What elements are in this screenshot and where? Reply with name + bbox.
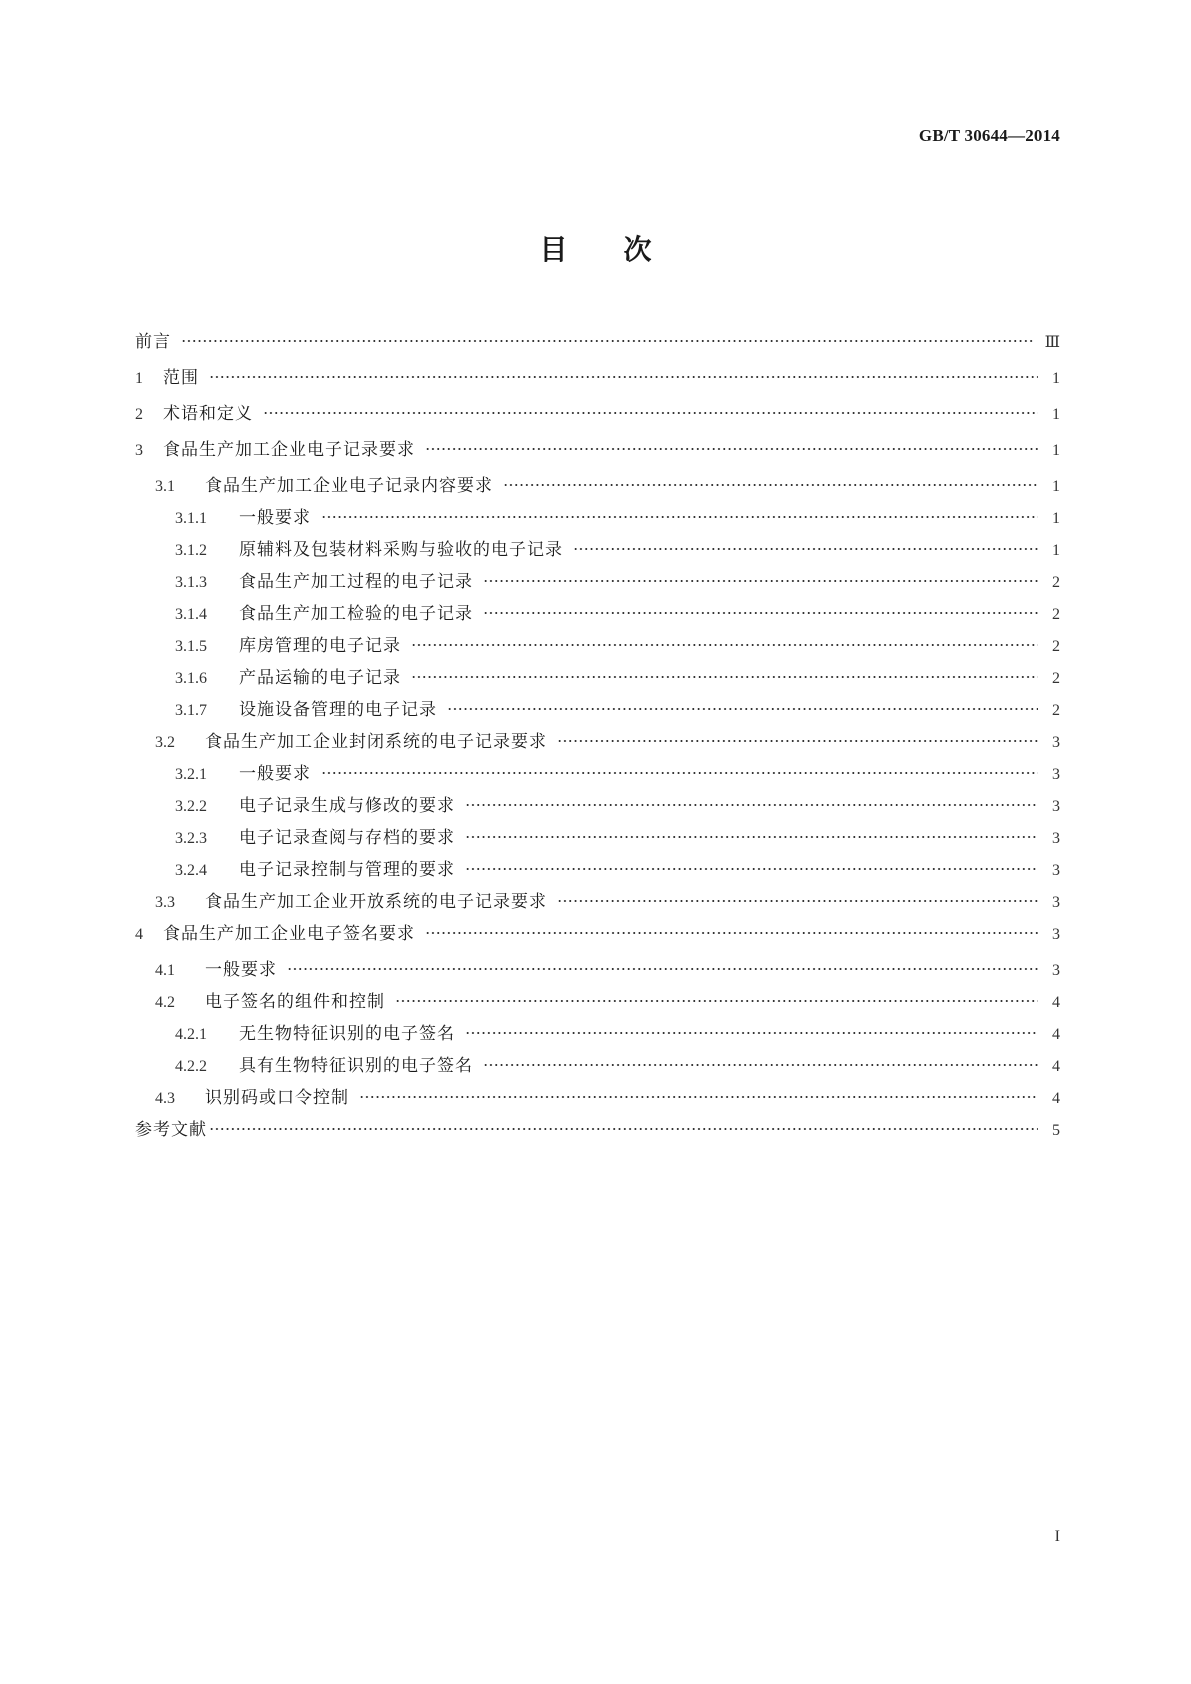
toc-entry[interactable] [135, 599, 1060, 631]
dot-leader [465, 835, 1038, 839]
dot-leader [465, 803, 1038, 807]
toc-entry-title: 食品生产加工企业开放系统的电子记录要求 [205, 892, 547, 912]
toc-entry-title: 前言 [135, 332, 171, 352]
toc-entry[interactable] [135, 1051, 1060, 1083]
toc-entry-page: 4 [1052, 1058, 1060, 1075]
dot-leader [483, 1063, 1038, 1067]
toc-entry[interactable] [135, 791, 1060, 823]
page-number: I [1054, 1528, 1060, 1545]
dot-leader [483, 579, 1038, 583]
toc-entry[interactable] [135, 1019, 1060, 1051]
toc-entry-title: 一般要求 [239, 764, 311, 784]
toc-entry-title: 电子记录生成与修改的要求 [239, 796, 455, 816]
toc-entry-number: 3 [135, 442, 143, 459]
toc-entry-title: 食品生产加工企业电子签名要求 [163, 924, 415, 944]
toc-entry-title: 库房管理的电子记录 [239, 636, 401, 656]
toc-entry-title: 电子记录查阅与存档的要求 [239, 828, 455, 848]
toc-entry-page: 1 [1052, 510, 1060, 527]
toc-entry-title: 产品运输的电子记录 [239, 668, 401, 688]
toc-entry-page: 3 [1052, 734, 1060, 751]
dot-leader [181, 339, 1035, 343]
toc-entry-number: 3.1.3 [175, 574, 207, 591]
toc-entry-page: 1 [1052, 478, 1060, 495]
toc-entry-page: 2 [1052, 670, 1060, 687]
dot-leader [465, 867, 1038, 871]
toc-entry-page: 2 [1052, 574, 1060, 591]
toc-entry-page: 3 [1052, 962, 1060, 979]
toc-entry-page: 2 [1052, 606, 1060, 623]
toc-entry-page: 3 [1052, 862, 1060, 879]
dot-leader [573, 547, 1038, 551]
toc-entry[interactable] [135, 327, 1060, 363]
dot-leader [411, 643, 1038, 647]
toc-entry[interactable] [135, 727, 1060, 759]
toc-entry-number: 3.2.3 [175, 830, 207, 847]
toc-entry-number: 2 [135, 406, 143, 423]
toc-entry-page: 2 [1052, 638, 1060, 655]
toc-entry-page: 4 [1052, 994, 1060, 1011]
dot-leader [465, 1031, 1038, 1035]
toc-entry-page: 5 [1052, 1122, 1060, 1139]
dot-leader [447, 707, 1038, 711]
toc-entry-number: 3.2.4 [175, 862, 207, 879]
toc-entry-number: 4 [135, 926, 143, 943]
toc-entry-number: 4.2.2 [175, 1058, 207, 1075]
toc-entry-title: 范围 [163, 368, 199, 388]
dot-leader [359, 1095, 1038, 1099]
page-title: 目次 [539, 233, 708, 266]
dot-leader [425, 931, 1038, 935]
toc-entry[interactable] [135, 759, 1060, 791]
toc-entry[interactable] [135, 535, 1060, 567]
toc-entry-title: 食品生产加工检验的电子记录 [239, 604, 473, 624]
toc-entry-page: 4 [1052, 1026, 1060, 1043]
toc-entry[interactable] [135, 887, 1060, 919]
toc-entry-title: 一般要求 [239, 508, 311, 528]
toc-entry[interactable] [135, 663, 1060, 695]
toc-entry-title: 食品生产加工企业电子记录内容要求 [205, 476, 493, 496]
toc-entry-number: 3.2 [155, 734, 175, 751]
toc-entry[interactable] [135, 567, 1060, 599]
dot-leader [321, 771, 1038, 775]
toc-entry-page: Ⅲ [1044, 334, 1060, 351]
toc-entry-title: 食品生产加工企业电子记录要求 [163, 440, 415, 460]
toc-entry-title: 设施设备管理的电子记录 [239, 700, 437, 720]
toc-entry-number: 3.1.2 [175, 542, 207, 559]
toc-entry[interactable] [135, 471, 1060, 503]
toc-entry[interactable] [135, 1115, 1060, 1151]
toc-entry-title: 食品生产加工过程的电子记录 [239, 572, 473, 592]
toc-entry-page: 3 [1052, 894, 1060, 911]
dot-leader [263, 411, 1038, 415]
toc-entry-page: 2 [1052, 702, 1060, 719]
dot-leader [209, 375, 1038, 379]
toc-entry-number: 4.3 [155, 1090, 175, 1107]
toc-entry-title: 电子签名的组件和控制 [205, 992, 385, 1012]
toc-entry[interactable] [135, 503, 1060, 535]
toc-entry-number: 3.2.2 [175, 798, 207, 815]
toc-entry-title: 食品生产加工企业封闭系统的电子记录要求 [205, 732, 547, 752]
dot-leader [503, 483, 1038, 487]
toc-entry-number: 3.1.6 [175, 670, 207, 687]
dot-leader [321, 515, 1038, 519]
toc-entry-page: 1 [1052, 406, 1060, 423]
toc-entry[interactable] [135, 631, 1060, 663]
toc-entry[interactable] [135, 919, 1060, 955]
toc-entry-number: 4.2.1 [175, 1026, 207, 1043]
toc-entry[interactable] [135, 399, 1060, 435]
standard-code: GB/T 30644—2014 [918, 126, 1060, 145]
dot-leader [395, 999, 1038, 1003]
dot-leader [557, 739, 1038, 743]
toc-entry[interactable] [135, 695, 1060, 727]
toc-entry-title: 术语和定义 [163, 404, 253, 424]
toc-entry-number: 3.1.4 [175, 606, 207, 623]
toc-entry-page: 4 [1052, 1090, 1060, 1107]
toc-entry[interactable] [135, 955, 1060, 987]
toc-entry[interactable] [135, 435, 1060, 471]
toc-entry-page: 3 [1052, 798, 1060, 815]
toc-entry[interactable] [135, 1083, 1060, 1115]
toc-entry-page: 3 [1052, 926, 1060, 943]
toc-entry-title: 无生物特征识别的电子签名 [239, 1024, 455, 1044]
toc-entry-page: 1 [1052, 542, 1060, 559]
toc-entry[interactable] [135, 823, 1060, 855]
toc-entry-number: 3.1.1 [175, 510, 207, 527]
toc-entry-number: 1 [135, 370, 143, 387]
toc-entry-number: 3.1 [155, 478, 175, 495]
toc-entry-title: 参考文献 [135, 1120, 207, 1140]
toc-entry-page: 1 [1052, 442, 1060, 459]
dot-leader [411, 675, 1038, 679]
toc-entry-number: 4.2 [155, 994, 175, 1011]
toc-entry[interactable] [135, 855, 1060, 887]
dot-leader [483, 611, 1038, 615]
toc-entry-title: 原辅料及包装材料采购与验收的电子记录 [239, 540, 563, 560]
toc-entry-number: 3.2.1 [175, 766, 207, 783]
toc-entry-title: 识别码或口令控制 [205, 1088, 349, 1108]
toc-entry-page: 3 [1052, 830, 1060, 847]
toc-entry[interactable] [135, 363, 1060, 399]
toc-entry[interactable] [135, 987, 1060, 1019]
toc-entry-title: 具有生物特征识别的电子签名 [239, 1056, 473, 1076]
dot-leader [557, 899, 1038, 903]
toc-entry-title: 一般要求 [205, 960, 277, 980]
toc-entry-number: 3.3 [155, 894, 175, 911]
toc-entry-page: 3 [1052, 766, 1060, 783]
toc-entry-number: 4.1 [155, 962, 175, 979]
dot-leader [287, 967, 1038, 971]
toc-entry-number: 3.1.7 [175, 702, 207, 719]
toc-entry-number: 3.1.5 [175, 638, 207, 655]
dot-leader [209, 1127, 1038, 1131]
toc-entry-title: 电子记录控制与管理的要求 [239, 860, 455, 880]
table-of-contents [135, 327, 1060, 1151]
toc-entry-page: 1 [1052, 370, 1060, 387]
dot-leader [425, 447, 1038, 451]
